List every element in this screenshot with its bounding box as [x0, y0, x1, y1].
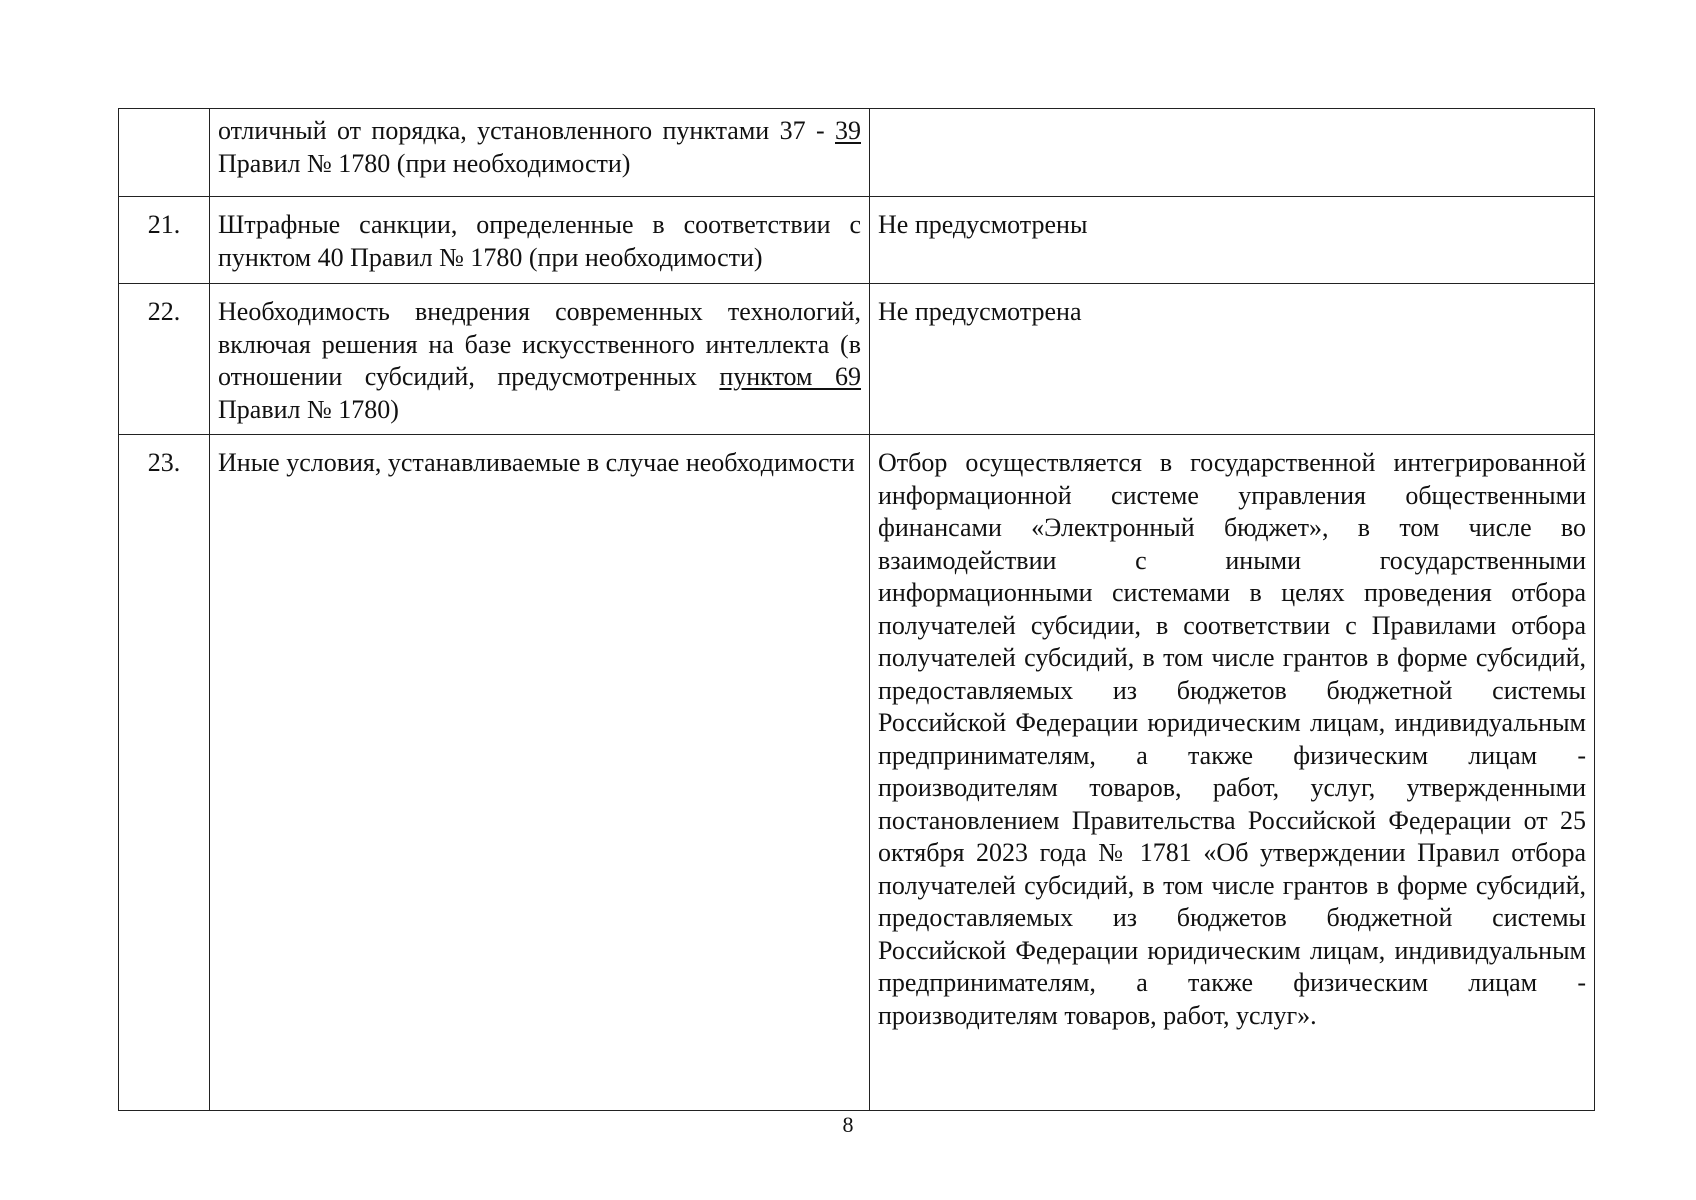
row-number: 22. [119, 284, 210, 435]
row-condition-value: Не предусмотрена [870, 284, 1595, 435]
row-number [119, 109, 210, 197]
row-number: 23. [119, 435, 210, 1111]
row-number: 21. [119, 197, 210, 284]
table-row [119, 109, 1595, 197]
page-number: 8 [842, 1112, 854, 1137]
row-condition-name [210, 284, 870, 435]
row-condition-name: Штрафные санкции, определенные в соответствии с пунктом 40 Правил № 1780 (при необходимости) [210, 197, 870, 284]
table-row [119, 284, 1595, 435]
table-row [119, 435, 1595, 1111]
rule-link[interactable]: 39 [835, 116, 861, 145]
condition-text: Правил № 1780 (при необходимости) [218, 148, 631, 178]
condition-text: Правил № 1780) [218, 394, 399, 424]
row-condition-value: Отбор осуществляется в государственной интегрированной информационной системе управления общественными финансами «Электронный бюджет», в том числе во взаимодействии с иными государственными информационными системами в целях проведения отбора получателей субсидии, в соответствии с Правилами отбора получателей субсидий, в том числе грантов в форме субсидий, предоставляемых из бюджетов бюджетной системы Российской Федерации юридическим лицам, индивидуальным предпринимателям, а также физическим лицам - производителям товаров, работ, услуг, утвержденными постановлением Правительства Российской Федерации от 25 октября 2023 года № 1781 «Об утверждении Правил отбора получателей субсидий, в том числе грантов в форме субсидий, предоставляемых из бюджетов бюджетной системы Российской Федерации юридическим лицам, индивидуальным предпринимателям, а также физическим лицам - производителям товаров, работ, услуг». [870, 435, 1595, 1111]
row-condition-name [210, 109, 870, 197]
condition-text: Необходимость внедрения современных технологий, включая решения на базе искусственного интеллекта (в отношении субсидий, предусмотренных [218, 297, 861, 391]
table-row [119, 197, 1595, 284]
conditions-table [118, 108, 1595, 1111]
condition-text: отличный от порядка, установленного пунктами 37 - [218, 116, 835, 145]
rule-link[interactable]: пунктом 69 [719, 362, 861, 391]
row-condition-name: Иные условия, устанавливаемые в случае необходимости [210, 435, 870, 1111]
row-condition-value [870, 109, 1595, 197]
row-condition-value: Не предусмотрены [870, 197, 1595, 284]
